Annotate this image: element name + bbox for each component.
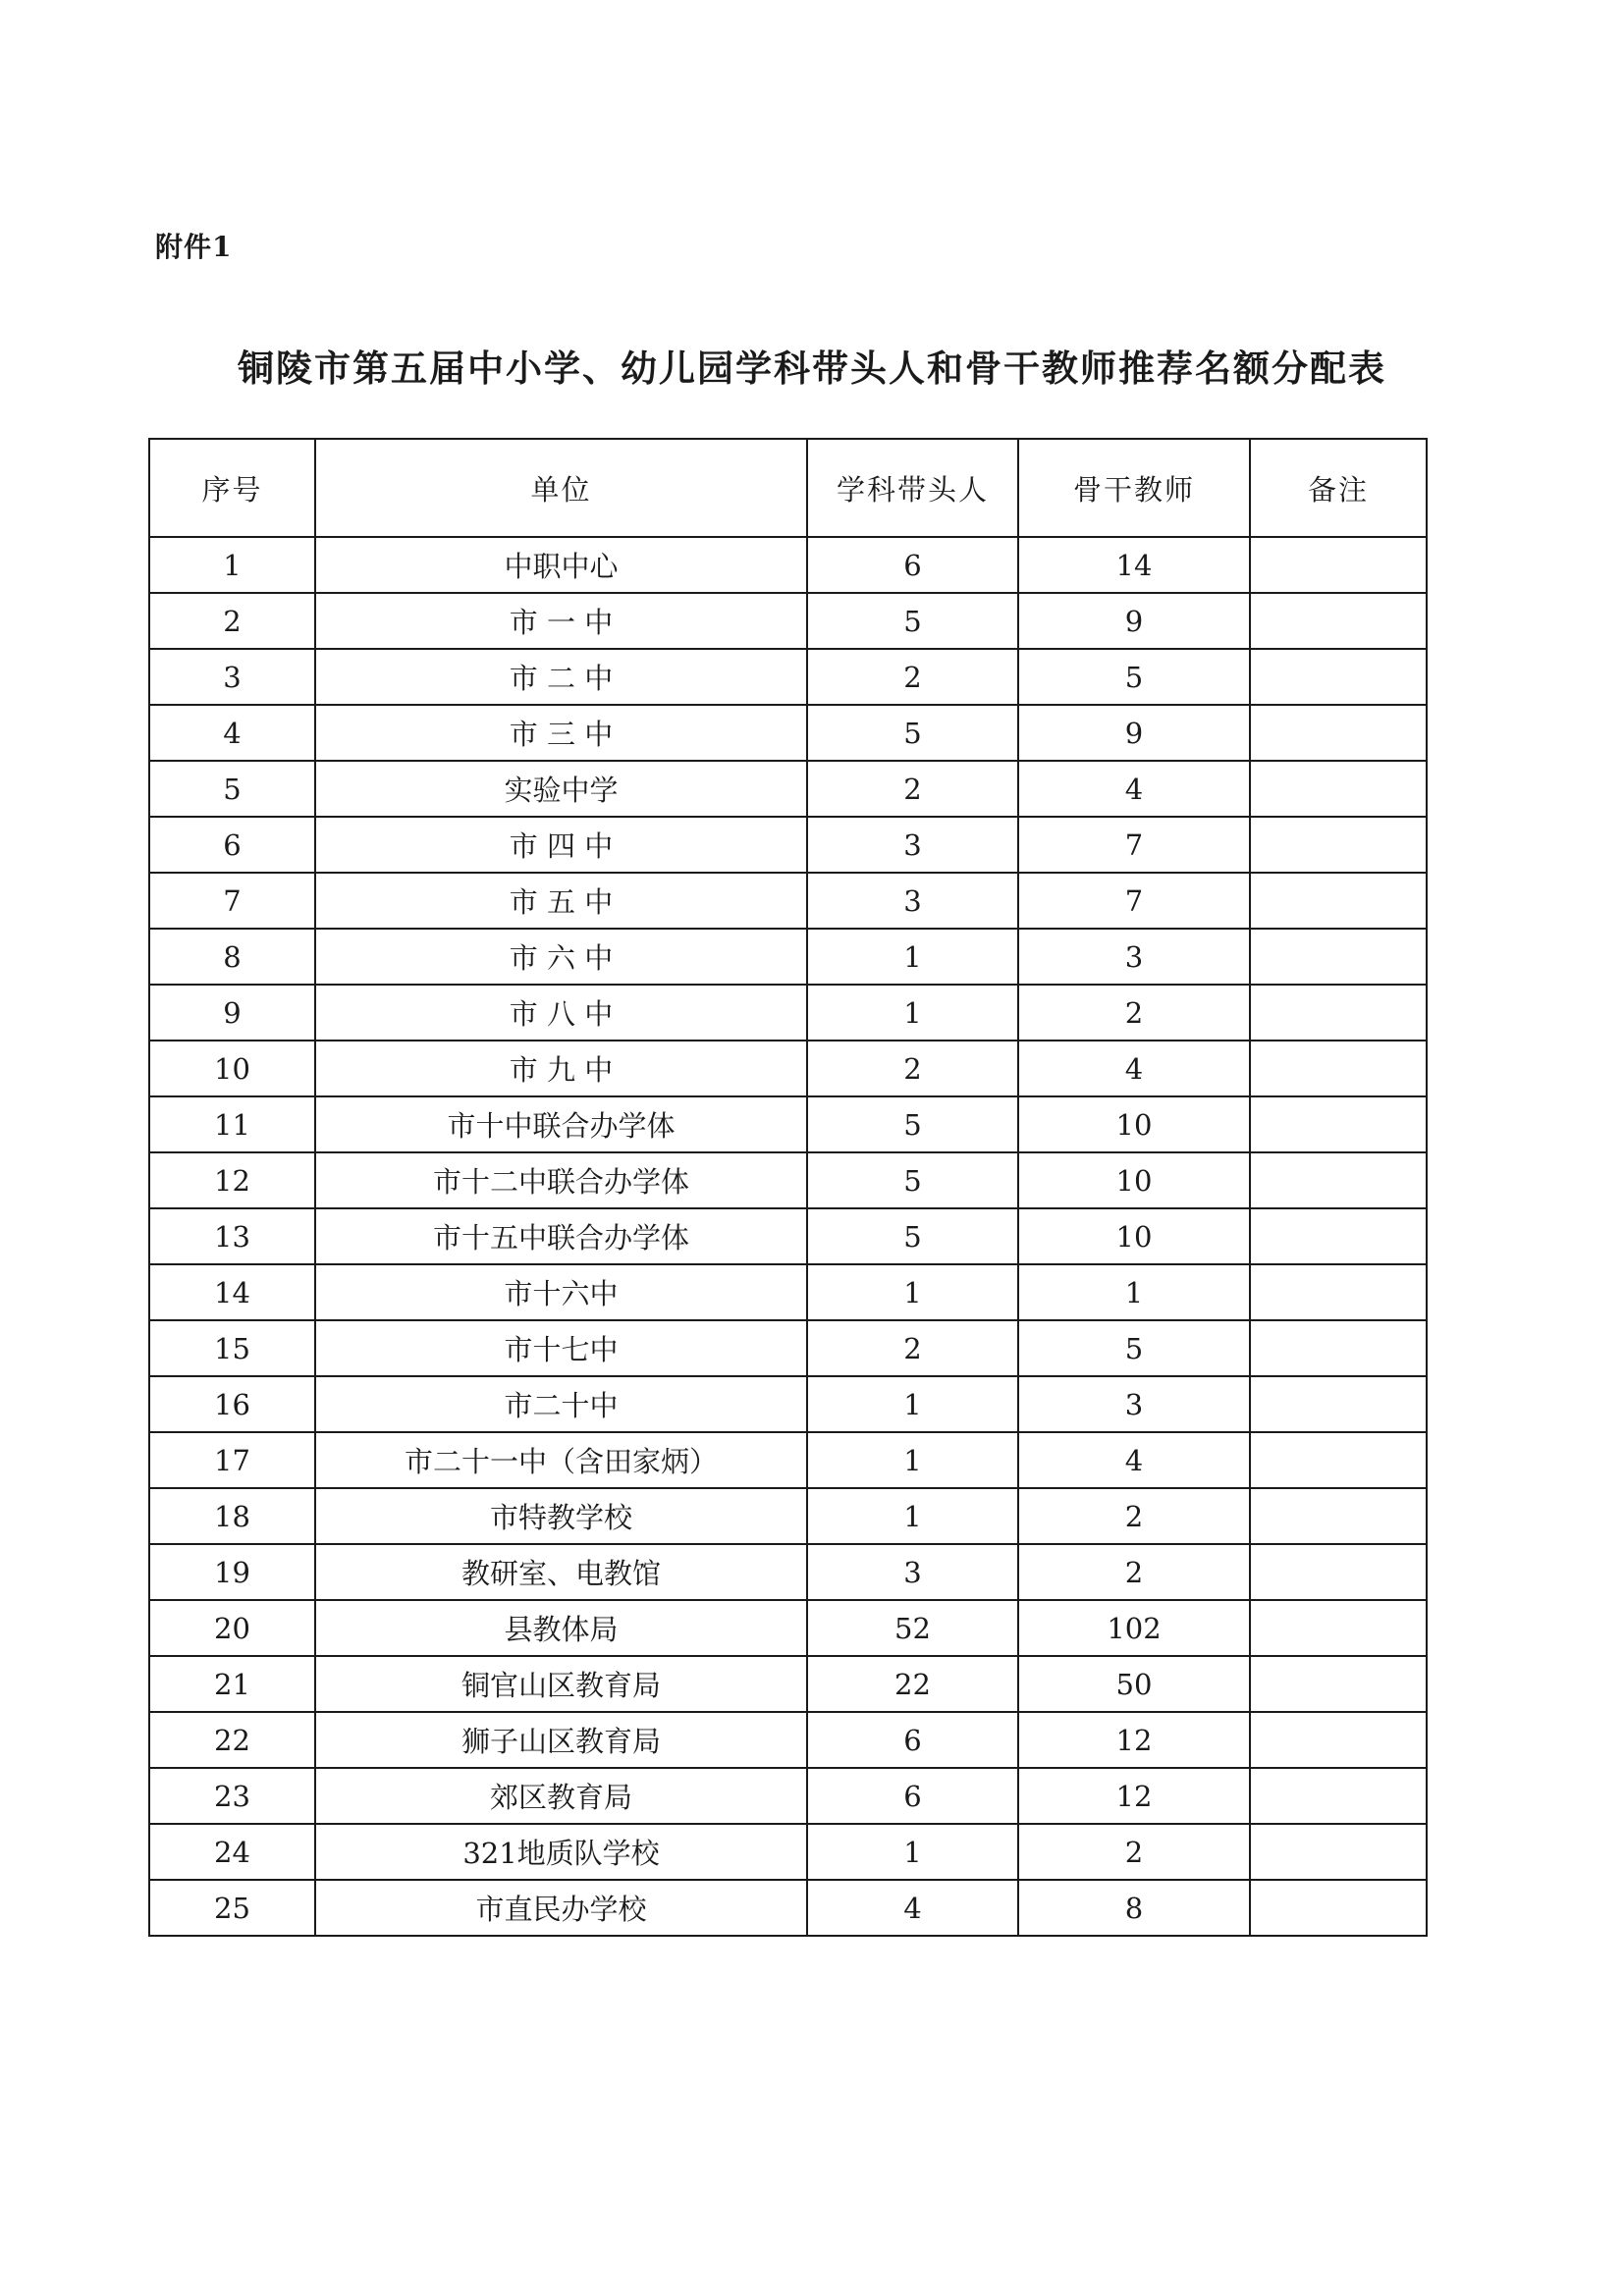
cell-serial-number: 13 (149, 1208, 315, 1264)
table-row (149, 1824, 1427, 1880)
cell-core-teacher: 9 (1018, 593, 1250, 649)
cell-core-teacher: 2 (1018, 985, 1250, 1041)
cell-core-teacher: 2 (1018, 1488, 1250, 1544)
table-row (149, 1544, 1427, 1600)
cell-unit: 321地质队学校 (315, 1824, 807, 1880)
cell-remarks (1250, 537, 1427, 593)
table-row (149, 705, 1427, 761)
table-row (149, 593, 1427, 649)
cell-unit: 市 四 中 (315, 817, 807, 873)
cell-subject-leader: 5 (807, 1096, 1018, 1152)
table-row (149, 1096, 1427, 1152)
cell-subject-leader: 2 (807, 1320, 1018, 1376)
cell-serial-number: 17 (149, 1432, 315, 1488)
cell-remarks (1250, 929, 1427, 985)
cell-subject-leader: 2 (807, 649, 1018, 705)
cell-serial-number: 20 (149, 1600, 315, 1656)
cell-core-teacher: 10 (1018, 1152, 1250, 1208)
table-row (149, 1432, 1427, 1488)
cell-core-teacher: 7 (1018, 817, 1250, 873)
cell-serial-number: 19 (149, 1544, 315, 1600)
cell-remarks (1250, 1544, 1427, 1600)
cell-subject-leader: 22 (807, 1656, 1018, 1712)
cell-subject-leader: 1 (807, 929, 1018, 985)
cell-remarks (1250, 1488, 1427, 1544)
cell-serial-number: 2 (149, 593, 315, 649)
cell-remarks (1250, 1432, 1427, 1488)
cell-unit: 狮子山区教育局 (315, 1712, 807, 1768)
allocation-table (148, 438, 1428, 1937)
table-body (149, 537, 1427, 1936)
cell-unit: 郊区教育局 (315, 1768, 807, 1824)
cell-unit: 市 八 中 (315, 985, 807, 1041)
cell-core-teacher: 10 (1018, 1096, 1250, 1152)
cell-subject-leader: 1 (807, 1432, 1018, 1488)
cell-core-teacher: 12 (1018, 1712, 1250, 1768)
cell-core-teacher: 2 (1018, 1544, 1250, 1600)
cell-unit: 市 一 中 (315, 593, 807, 649)
cell-remarks (1250, 1712, 1427, 1768)
cell-core-teacher: 3 (1018, 929, 1250, 985)
table-header-row (149, 439, 1427, 537)
cell-subject-leader: 3 (807, 1544, 1018, 1600)
cell-serial-number: 8 (149, 929, 315, 985)
cell-unit: 铜官山区教育局 (315, 1656, 807, 1712)
document-title: 铜陵市第五届中小学、幼儿园学科带头人和骨干教师推荐名额分配表 (238, 347, 1386, 390)
cell-unit: 市 九 中 (315, 1041, 807, 1096)
cell-unit: 市 六 中 (315, 929, 807, 985)
table-row (149, 985, 1427, 1041)
cell-remarks (1250, 705, 1427, 761)
cell-serial-number: 1 (149, 537, 315, 593)
cell-core-teacher: 8 (1018, 1880, 1250, 1936)
cell-remarks (1250, 1376, 1427, 1432)
cell-core-teacher: 3 (1018, 1376, 1250, 1432)
cell-serial-number: 3 (149, 649, 315, 705)
cell-subject-leader: 1 (807, 985, 1018, 1041)
cell-subject-leader: 1 (807, 1488, 1018, 1544)
cell-serial-number: 11 (149, 1096, 315, 1152)
cell-serial-number: 16 (149, 1376, 315, 1432)
cell-core-teacher: 7 (1018, 873, 1250, 929)
table-row (149, 1208, 1427, 1264)
table-row (149, 761, 1427, 817)
cell-serial-number: 14 (149, 1264, 315, 1320)
cell-remarks (1250, 593, 1427, 649)
cell-subject-leader: 5 (807, 593, 1018, 649)
cell-remarks (1250, 817, 1427, 873)
table-row (149, 537, 1427, 593)
cell-unit: 教研室、电教馆 (315, 1544, 807, 1600)
cell-serial-number: 18 (149, 1488, 315, 1544)
cell-remarks (1250, 1320, 1427, 1376)
table-row (149, 1768, 1427, 1824)
header-core-teacher: 骨干教师 (1018, 439, 1250, 537)
table-row (149, 817, 1427, 873)
cell-unit: 实验中学 (315, 761, 807, 817)
cell-serial-number: 6 (149, 817, 315, 873)
cell-remarks (1250, 1600, 1427, 1656)
cell-core-teacher: 102 (1018, 1600, 1250, 1656)
cell-core-teacher: 4 (1018, 1432, 1250, 1488)
cell-subject-leader: 52 (807, 1600, 1018, 1656)
cell-unit: 市直民办学校 (315, 1880, 807, 1936)
cell-subject-leader: 3 (807, 817, 1018, 873)
cell-remarks (1250, 1208, 1427, 1264)
cell-subject-leader: 5 (807, 705, 1018, 761)
cell-unit: 市二十一中（含田家炳） (315, 1432, 807, 1488)
cell-core-teacher: 4 (1018, 761, 1250, 817)
cell-remarks (1250, 1152, 1427, 1208)
table-row (149, 1152, 1427, 1208)
cell-core-teacher: 5 (1018, 649, 1250, 705)
cell-core-teacher: 12 (1018, 1768, 1250, 1824)
header-unit: 单位 (315, 439, 807, 537)
cell-unit: 市十中联合办学体 (315, 1096, 807, 1152)
cell-subject-leader: 5 (807, 1152, 1018, 1208)
header-serial-number: 序号 (149, 439, 315, 537)
cell-subject-leader: 5 (807, 1208, 1018, 1264)
cell-unit: 市 五 中 (315, 873, 807, 929)
cell-remarks (1250, 1656, 1427, 1712)
cell-unit: 市特教学校 (315, 1488, 807, 1544)
cell-unit: 中职中心 (315, 537, 807, 593)
cell-subject-leader: 6 (807, 1768, 1018, 1824)
cell-serial-number: 4 (149, 705, 315, 761)
cell-remarks (1250, 1824, 1427, 1880)
cell-subject-leader: 3 (807, 873, 1018, 929)
table-row (149, 1264, 1427, 1320)
attachment-label: 附件1 (155, 231, 233, 263)
cell-unit: 市十七中 (315, 1320, 807, 1376)
table-row (149, 1600, 1427, 1656)
cell-remarks (1250, 1041, 1427, 1096)
cell-remarks (1250, 1768, 1427, 1824)
cell-unit: 市二十中 (315, 1376, 807, 1432)
cell-core-teacher: 1 (1018, 1264, 1250, 1320)
table-row (149, 649, 1427, 705)
cell-subject-leader: 2 (807, 761, 1018, 817)
cell-remarks (1250, 873, 1427, 929)
cell-serial-number: 5 (149, 761, 315, 817)
table-row (149, 1376, 1427, 1432)
cell-subject-leader: 4 (807, 1880, 1018, 1936)
cell-remarks (1250, 649, 1427, 705)
cell-serial-number: 9 (149, 985, 315, 1041)
cell-unit: 市 二 中 (315, 649, 807, 705)
cell-unit: 市十五中联合办学体 (315, 1208, 807, 1264)
table-row (149, 1488, 1427, 1544)
cell-subject-leader: 1 (807, 1376, 1018, 1432)
table-row (149, 1656, 1427, 1712)
header-remarks: 备注 (1250, 439, 1427, 537)
cell-serial-number: 25 (149, 1880, 315, 1936)
cell-core-teacher: 10 (1018, 1208, 1250, 1264)
cell-core-teacher: 2 (1018, 1824, 1250, 1880)
cell-unit: 市 三 中 (315, 705, 807, 761)
table-row (149, 1320, 1427, 1376)
cell-core-teacher: 5 (1018, 1320, 1250, 1376)
cell-serial-number: 24 (149, 1824, 315, 1880)
cell-remarks (1250, 1880, 1427, 1936)
cell-subject-leader: 1 (807, 1264, 1018, 1320)
cell-remarks (1250, 985, 1427, 1041)
cell-subject-leader: 2 (807, 1041, 1018, 1096)
cell-remarks (1250, 761, 1427, 817)
cell-serial-number: 7 (149, 873, 315, 929)
cell-core-teacher: 9 (1018, 705, 1250, 761)
cell-serial-number: 12 (149, 1152, 315, 1208)
table-row (149, 1880, 1427, 1936)
cell-remarks (1250, 1096, 1427, 1152)
cell-subject-leader: 6 (807, 537, 1018, 593)
cell-core-teacher: 50 (1018, 1656, 1250, 1712)
cell-remarks (1250, 1264, 1427, 1320)
cell-serial-number: 22 (149, 1712, 315, 1768)
cell-core-teacher: 4 (1018, 1041, 1250, 1096)
cell-serial-number: 10 (149, 1041, 315, 1096)
table-row (149, 1712, 1427, 1768)
table-row (149, 873, 1427, 929)
cell-serial-number: 15 (149, 1320, 315, 1376)
table-row (149, 1041, 1427, 1096)
cell-unit: 市十六中 (315, 1264, 807, 1320)
cell-core-teacher: 14 (1018, 537, 1250, 593)
cell-serial-number: 21 (149, 1656, 315, 1712)
table-row (149, 929, 1427, 985)
cell-unit: 市十二中联合办学体 (315, 1152, 807, 1208)
header-subject-leader: 学科带头人 (807, 439, 1018, 537)
cell-unit: 县教体局 (315, 1600, 807, 1656)
cell-subject-leader: 6 (807, 1712, 1018, 1768)
cell-serial-number: 23 (149, 1768, 315, 1824)
cell-subject-leader: 1 (807, 1824, 1018, 1880)
